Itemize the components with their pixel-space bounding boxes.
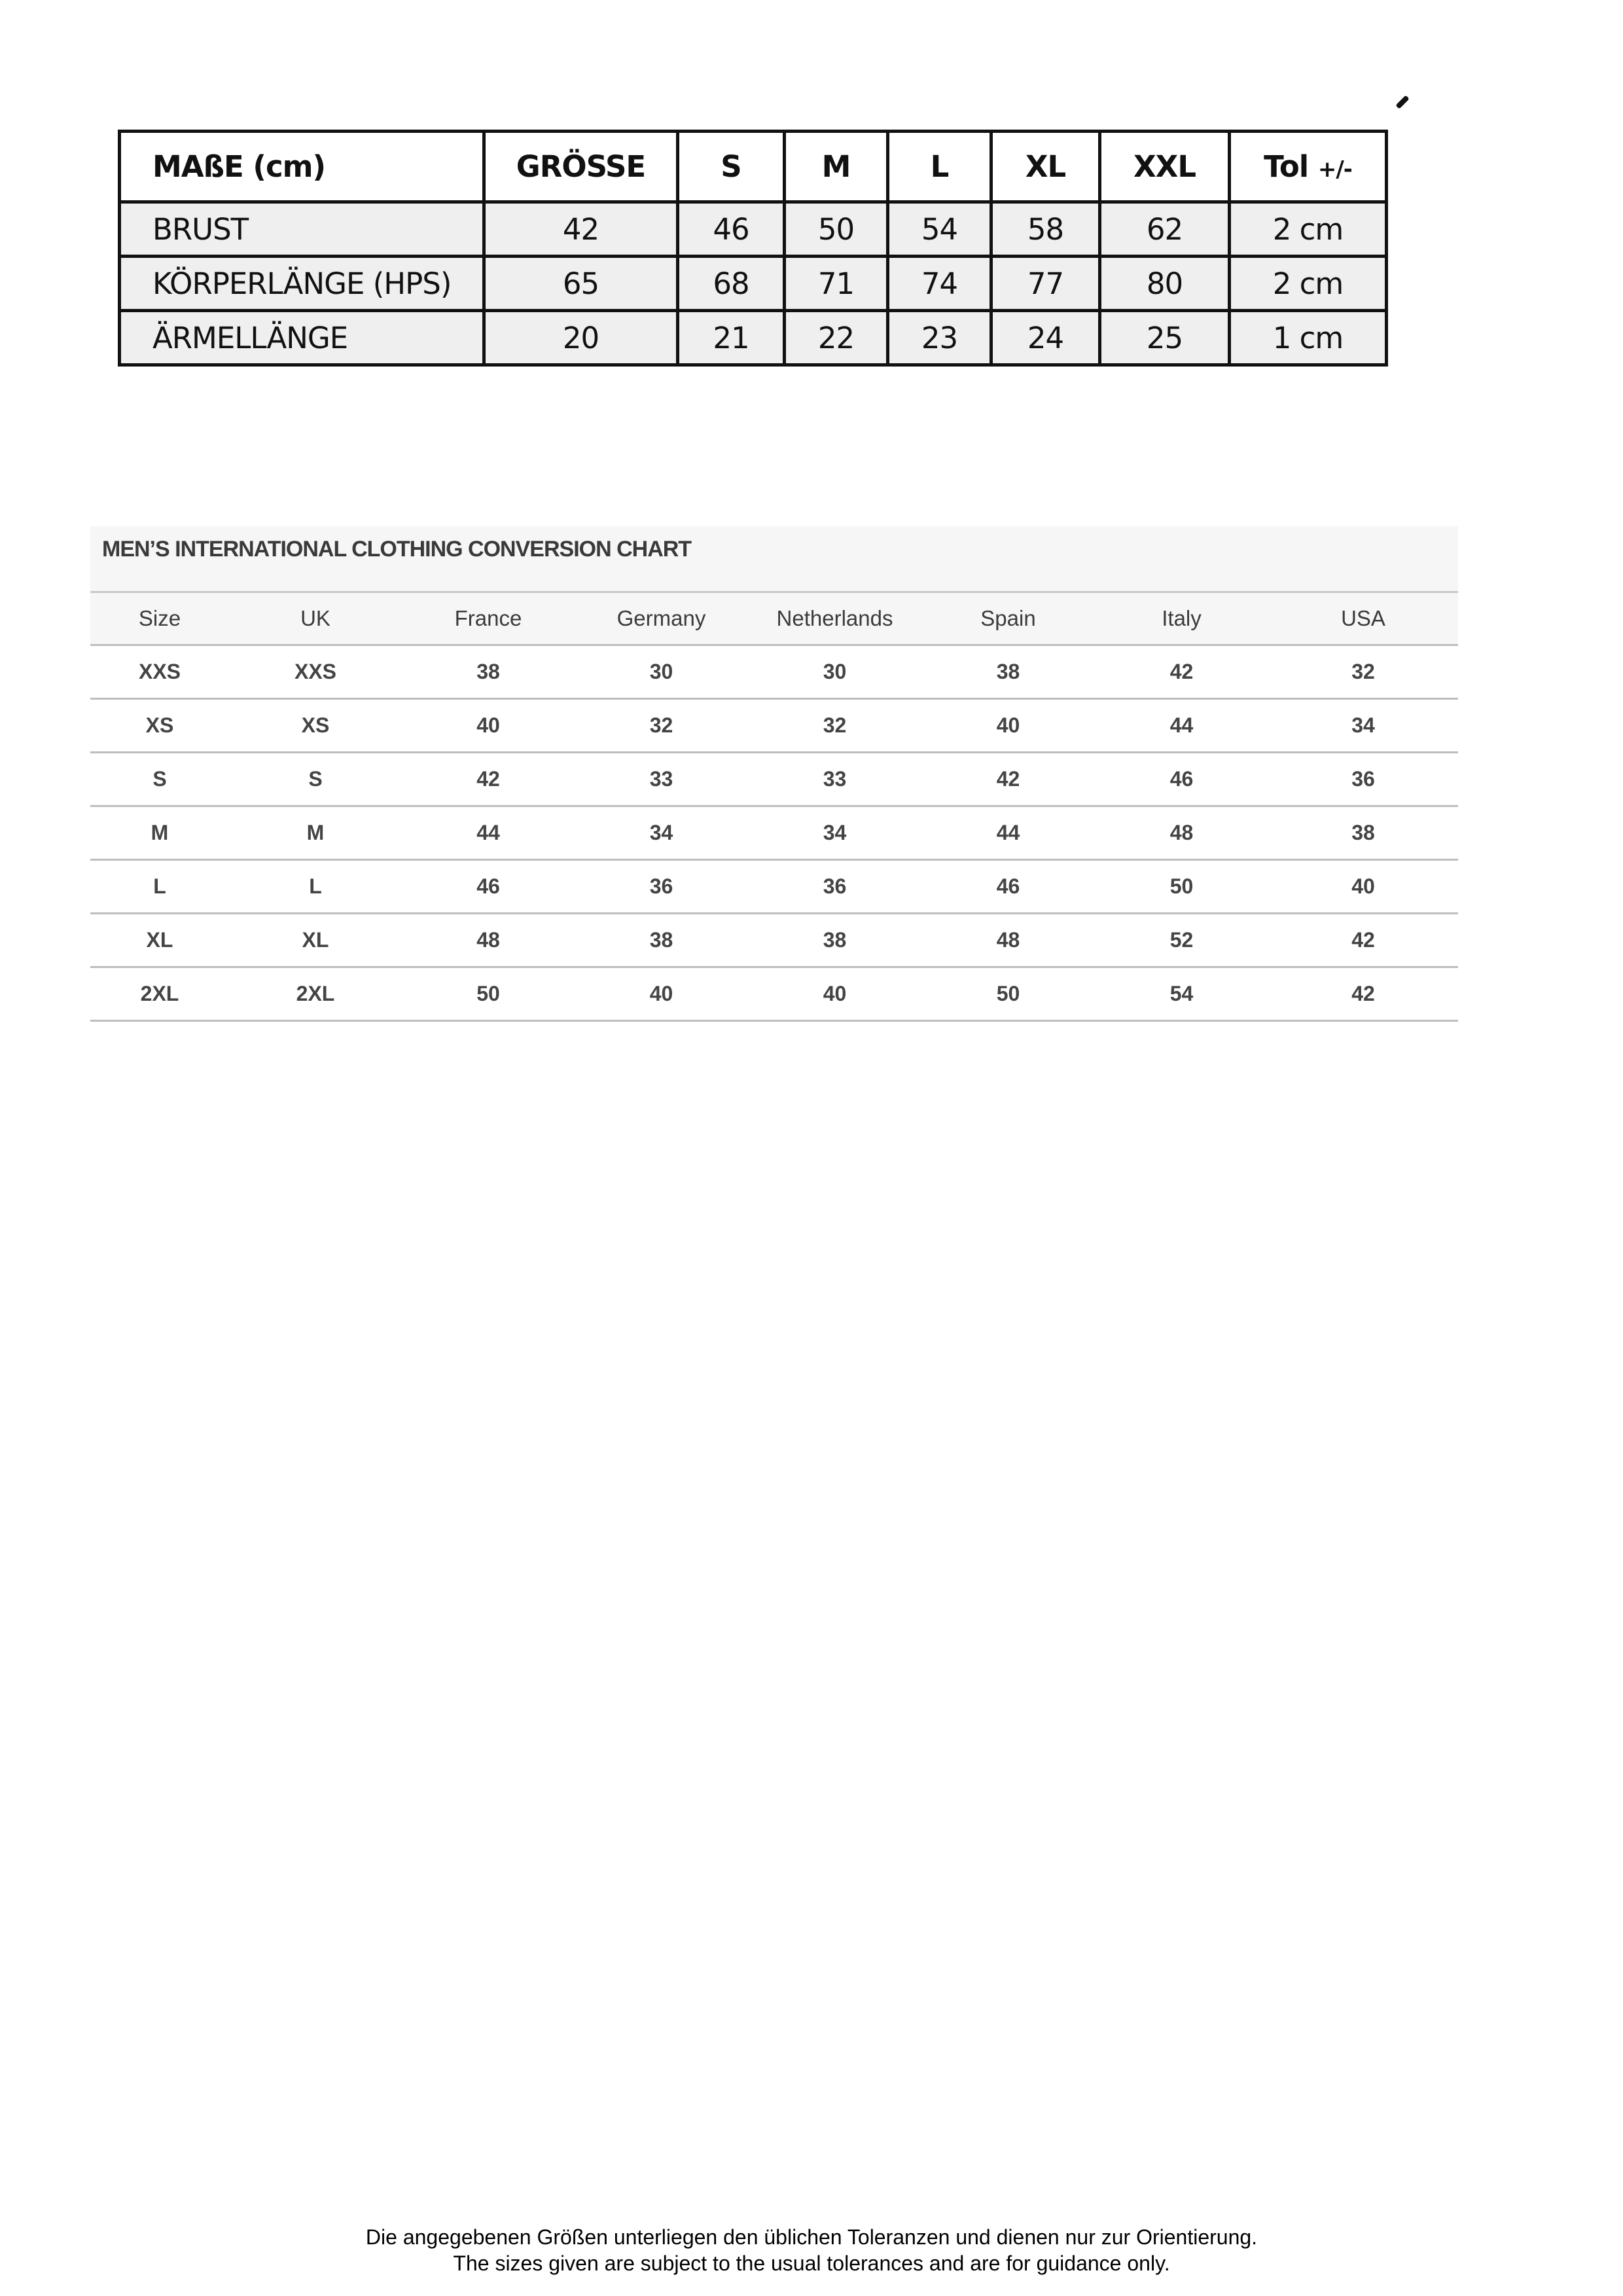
table-cell: 44 [1095,699,1268,753]
conversion-chart [90,526,1458,1022]
table-cell: 48 [402,914,575,967]
table-cell: 42 [402,753,575,806]
table-cell: 54 [1095,967,1268,1021]
table-cell: 50 [1095,860,1268,914]
table-cell: 40 [748,967,921,1021]
table-cell: 50 [402,967,575,1021]
conversion-header-row [90,593,1458,645]
table-cell: 58 [991,202,1100,257]
table-cell: 40 [402,699,575,753]
table-cell: 38 [402,645,575,699]
header-col-netherlands: Netherlands [748,593,921,645]
table-cell: 74 [888,257,991,311]
table-cell: S [90,753,229,806]
table-cell: 2XL [90,967,229,1021]
footer-note [0,2224,1623,2276]
table-cell: 42 [484,202,678,257]
tolerance-sign: +/- [1317,156,1352,183]
conversion-row [90,645,1458,699]
table-cell: 42 [921,753,1095,806]
header-col-usa: USA [1268,593,1458,645]
table-cell: 2 cm [1230,202,1387,257]
table-cell: 42 [1095,645,1268,699]
table-cell: 44 [402,806,575,860]
table-cell: M [229,806,402,860]
table-cell: 54 [888,202,991,257]
table-cell: 32 [575,699,748,753]
header-col-france: France [402,593,575,645]
header-col-size: Size [90,593,229,645]
table-cell: 48 [921,914,1095,967]
table-cell: 34 [748,806,921,860]
table-cell: L [229,860,402,914]
conversion-row [90,914,1458,967]
table-cell: XS [229,699,402,753]
table-cell: 62 [1100,202,1230,257]
table-cell: 32 [1268,645,1458,699]
table-cell: 25 [1100,311,1230,365]
table-cell: 34 [575,806,748,860]
conversion-row [90,860,1458,914]
measurement-row [120,202,1387,257]
conversion-row [90,699,1458,753]
table-cell: 24 [991,311,1100,365]
header-size: GRÖSSE [484,132,678,202]
conversion-row [90,753,1458,806]
table-cell: 34 [1268,699,1458,753]
table-cell: 33 [748,753,921,806]
header-col-germany: Germany [575,593,748,645]
measurement-table [118,130,1388,367]
table-cell: 32 [748,699,921,753]
table-cell: 36 [748,860,921,914]
table-cell: 40 [1268,860,1458,914]
conversion-table [90,593,1458,1022]
table-cell: 52 [1095,914,1268,967]
table-cell: 46 [402,860,575,914]
table-cell: 44 [921,806,1095,860]
header-m: M [785,132,888,202]
table-cell: ÄRMELLÄNGE [120,311,484,365]
table-cell: 30 [575,645,748,699]
header-measures: MAßE (cm) [120,132,484,202]
table-cell: 21 [678,311,785,365]
table-cell: 42 [1268,914,1458,967]
table-cell: 71 [785,257,888,311]
table-cell: 48 [1095,806,1268,860]
measurement-row [120,311,1387,365]
header-col-spain: Spain [921,593,1095,645]
table-cell: XXS [229,645,402,699]
table-cell: 68 [678,257,785,311]
table-cell: XXS [90,645,229,699]
measurement-row [120,257,1387,311]
table-cell: 1 cm [1230,311,1387,365]
table-cell: XL [229,914,402,967]
table-cell: 33 [575,753,748,806]
table-cell: 2XL [229,967,402,1021]
table-cell: 38 [1268,806,1458,860]
header-col-uk: UK [229,593,402,645]
table-cell: 38 [748,914,921,967]
table-cell: 2 cm [1230,257,1387,311]
table-cell: 38 [921,645,1095,699]
header-l: L [888,132,991,202]
table-cell: 42 [1268,967,1458,1021]
table-cell: 38 [575,914,748,967]
table-cell: 65 [484,257,678,311]
table-cell: 80 [1100,257,1230,311]
header-tolerance: Tol +/- [1230,132,1387,202]
table-cell: M [90,806,229,860]
table-cell: 40 [575,967,748,1021]
header-xl: XL [991,132,1100,202]
table-cell: 22 [785,311,888,365]
table-cell: 40 [921,699,1095,753]
table-cell: 50 [921,967,1095,1021]
header-col-italy: Italy [1095,593,1268,645]
conversion-row [90,806,1458,860]
table-cell: KÖRPERLÄNGE (HPS) [120,257,484,311]
table-cell: 46 [678,202,785,257]
table-cell: BRUST [120,202,484,257]
table-cell: XL [90,914,229,967]
table-cell: 20 [484,311,678,365]
table-cell: S [229,753,402,806]
table-cell: 23 [888,311,991,365]
table-cell: 46 [1095,753,1268,806]
table-cell: 30 [748,645,921,699]
table-cell: 77 [991,257,1100,311]
table-cell: L [90,860,229,914]
table-cell: 36 [575,860,748,914]
corner-mark [1395,95,1409,109]
table-cell: 46 [921,860,1095,914]
header-xxl: XXL [1100,132,1230,202]
table-cell: 50 [785,202,888,257]
header-s: S [678,132,785,202]
footer-line-german: Die angegebenen Größen unterliegen den üblichen Toleranzen und dienen nur zur Orientierung. [365,2225,1258,2249]
footer-line-english: The sizes given are subject to the usual tolerances and are for guidance only. [453,2251,1170,2275]
table-cell: XS [90,699,229,753]
measurement-header-row [120,132,1387,202]
table-cell: 36 [1268,753,1458,806]
conversion-row [90,967,1458,1021]
conversion-title: MEN’S INTERNATIONAL CLOTHING CONVERSION CHART [90,526,1458,593]
